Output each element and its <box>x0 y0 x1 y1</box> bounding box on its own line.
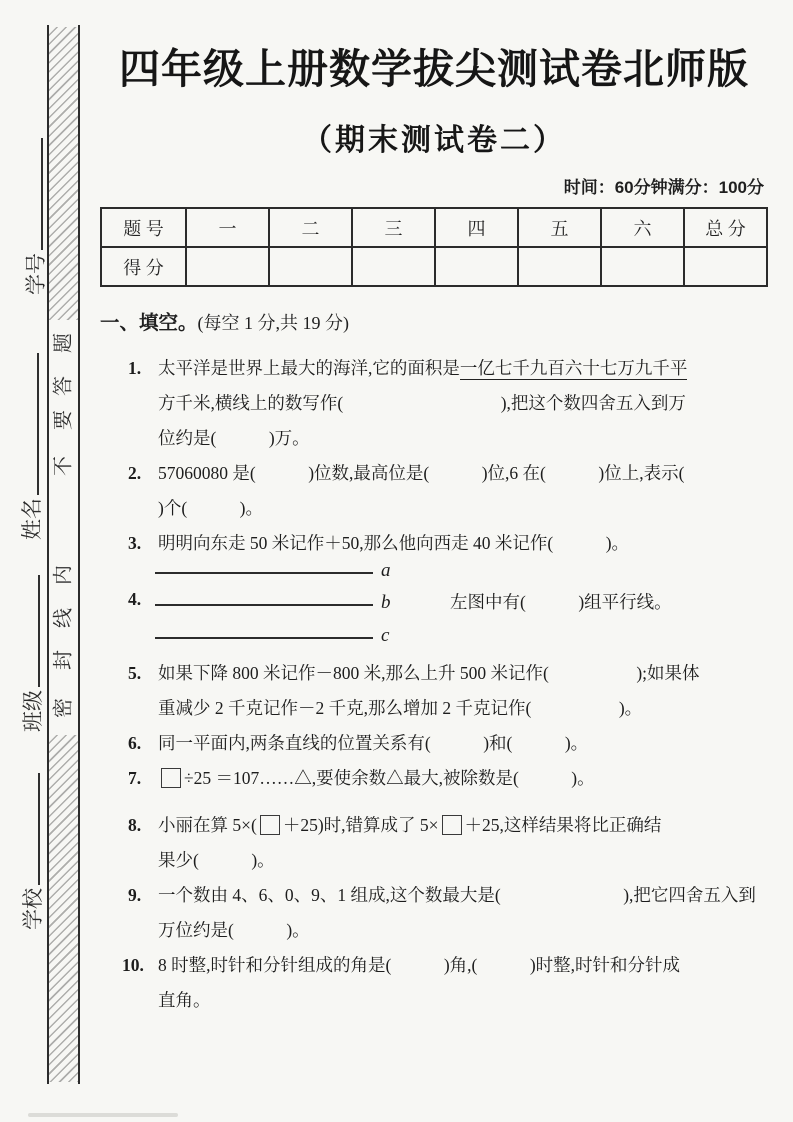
margin-label-line <box>26 575 40 687</box>
question-text: ＋25,这样结果将比正确结 <box>464 815 662 835</box>
question-4 <box>100 561 768 656</box>
margin-label-line <box>29 138 43 250</box>
question-number: 6. <box>128 733 142 753</box>
score-empty-cell <box>435 247 518 286</box>
diagram-line-a-label: a <box>381 560 391 581</box>
diagram-line-b-label: b <box>381 592 391 613</box>
question-text: 明明向东走 50 米记作＋50,那么他向西走 40 米记作( )。 <box>158 533 630 553</box>
margin-label-line <box>25 353 39 495</box>
section-heading-title: 一、填空。 <box>100 313 198 334</box>
blank-box <box>260 815 280 835</box>
question-number: 5. <box>128 663 142 683</box>
score-table-header-cell: 总 分 <box>684 208 767 247</box>
question-2-line-2: )个( )。 <box>158 498 263 518</box>
question-9-line-1 <box>100 878 768 913</box>
score-table-header-cell: 一 <box>186 208 269 247</box>
score-empty-cell <box>186 247 269 286</box>
question-number: 2. <box>128 463 142 483</box>
score-empty-cell <box>601 247 684 286</box>
seal-char: 密 <box>52 698 75 718</box>
score-table-header-cell: 二 <box>269 208 352 247</box>
seal-char: 不 <box>52 456 75 476</box>
question-8-line-2: 果少( )。 <box>158 850 275 870</box>
question-3-line-1 <box>100 526 768 561</box>
margin-label-text: 学校 <box>21 888 45 930</box>
margin-label-text: 学号 <box>24 253 48 295</box>
question-text: 小丽在算 5×( <box>158 815 257 835</box>
score-table-header-cell: 题 号 <box>101 208 186 247</box>
question-6-line-1 <box>100 726 768 761</box>
question-text: ÷25 ＝107……△,要使余数△最大,被除数是( )。 <box>184 768 595 788</box>
score-table <box>100 207 768 287</box>
question-10-line-1 <box>100 948 768 983</box>
section-heading-note: (每空 1 分,共 19 分) <box>197 313 350 333</box>
question-text: 左图中有( )组平行线。 <box>450 592 672 612</box>
question-number: 7. <box>128 768 142 788</box>
seal-char: 线 <box>52 608 75 628</box>
question-10-line-2: 直角。 <box>158 990 211 1010</box>
question-5-line-1 <box>100 656 768 691</box>
section-heading <box>100 307 768 335</box>
question-text: 如果下降 800 米记作－800 米,那么上升 500 米记作( );如果体 <box>158 663 700 683</box>
question-1-line-3: 位约是( )万。 <box>158 428 310 448</box>
hatch-pattern-bottom <box>49 735 78 1082</box>
question-text: ＋25)时,错算成了 5× <box>282 815 439 835</box>
diagram-line-c-label: c <box>381 625 390 646</box>
page-title: 四年级上册数学拔尖测试卷北师版 <box>119 46 749 92</box>
seal-char: 要 <box>52 410 75 430</box>
diagram-line-a <box>155 572 373 574</box>
question-text: 57060080 是( )位数,最高位是( )位,6 在( )位上,表示( <box>158 463 685 483</box>
blank-box <box>161 768 181 788</box>
score-empty-cell <box>352 247 435 286</box>
question-1-line-1 <box>100 351 768 386</box>
question-number: 8. <box>128 815 142 835</box>
seal-char: 答 <box>52 376 75 396</box>
score-empty-cell <box>269 247 352 286</box>
margin-label-class <box>18 575 48 732</box>
score-row-label: 得 分 <box>101 247 186 286</box>
question-5-line-2: 重减少 2 千克记作－2 千克,那么增加 2 千克记作( )。 <box>158 698 643 718</box>
question-number: 10. <box>122 955 144 975</box>
question-number: 1. <box>128 358 142 378</box>
score-table-header-row <box>101 208 767 247</box>
question-text: 同一平面内,两条直线的位置关系有( )和( )。 <box>158 733 589 753</box>
question-1-line-2: 方千米,横线上的数写作( ),把这个数四舍五入到万 <box>158 393 686 413</box>
score-table-header-cell: 四 <box>435 208 518 247</box>
exam-page <box>100 0 768 1018</box>
score-table-score-row <box>101 247 767 286</box>
margin-label-text: 姓名 <box>20 498 44 540</box>
question-text: 一个数由 4、6、0、9、1 组成,这个数最大是( ),把它四舍五入到 <box>158 885 756 905</box>
question-2-line-1 <box>100 456 768 491</box>
question-number: 4. <box>128 589 142 609</box>
margin-label-school <box>18 773 48 930</box>
question-number: 9. <box>128 885 142 905</box>
fill-in-blanks-section <box>100 351 768 1018</box>
question-9-line-2: 万位约是( )。 <box>158 920 310 940</box>
score-empty-cell <box>684 247 767 286</box>
score-table-header-cell: 五 <box>518 208 601 247</box>
page-subtitle: （期末测试卷二） <box>302 124 566 157</box>
diagram-line-b <box>155 604 373 606</box>
underlined-number-text: 一亿七千九百六十七万九千平 <box>459 358 688 378</box>
question-text: 太平洋是世界上最大的海洋,它的面积是 <box>158 358 460 378</box>
seal-char: 内 <box>52 565 75 585</box>
blank-box <box>442 815 462 835</box>
margin-label-line <box>26 773 40 885</box>
question-number: 3. <box>128 533 142 553</box>
seal-char: 封 <box>52 650 75 670</box>
score-table-header-cell: 六 <box>601 208 684 247</box>
margin-label-name <box>17 353 47 540</box>
seal-line-strip <box>47 25 80 1084</box>
margin-label-text: 班级 <box>21 690 45 732</box>
seal-char: 题 <box>52 333 75 353</box>
question-text: 8 时整,时针和分针组成的角是( )角,( )时整,时针和分针成 <box>158 955 681 975</box>
parallel-lines-diagram <box>155 561 415 656</box>
question-8-line-1 <box>100 808 768 843</box>
question-7-line-1 <box>100 761 768 796</box>
time-score-meta: 时间：60分钟满分：100分 <box>563 178 764 197</box>
scan-artifact <box>28 1113 178 1117</box>
hatch-pattern-top <box>49 27 78 320</box>
score-empty-cell <box>518 247 601 286</box>
score-table-header-cell: 三 <box>352 208 435 247</box>
diagram-line-c <box>155 637 373 639</box>
